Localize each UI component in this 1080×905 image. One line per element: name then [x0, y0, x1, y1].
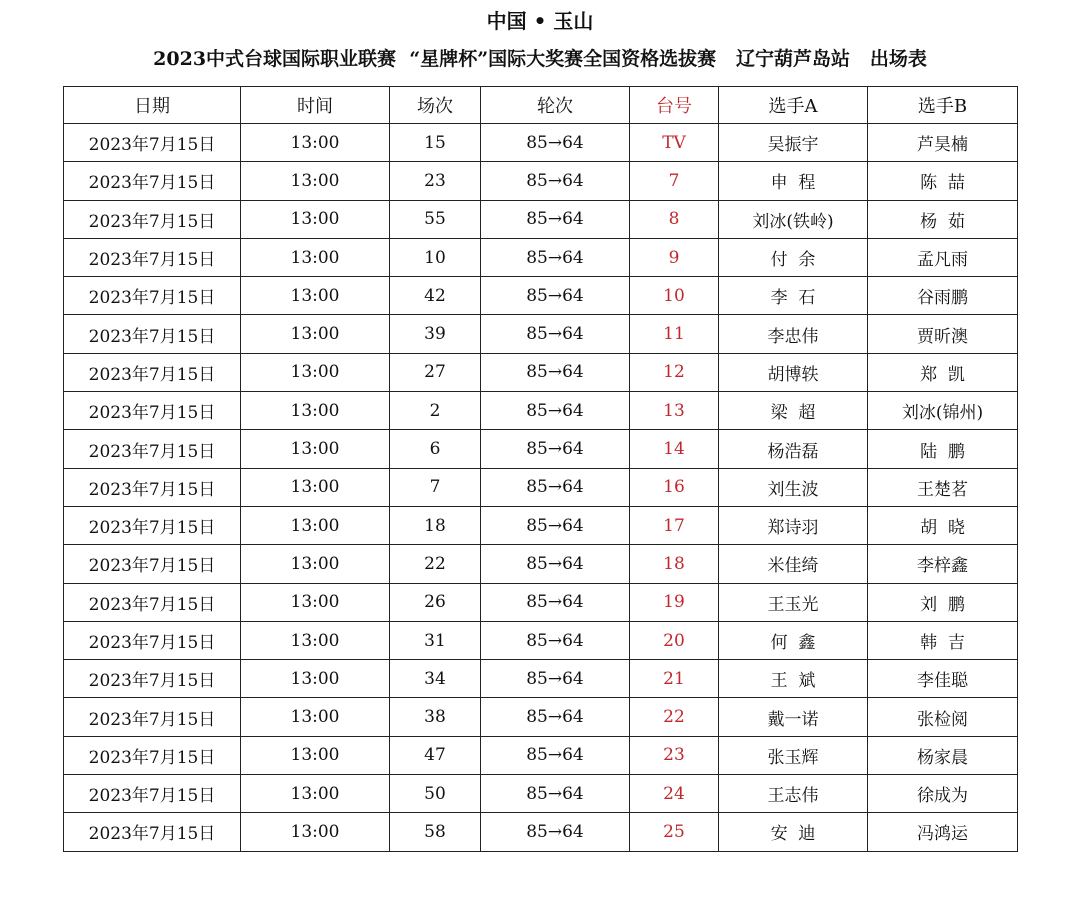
cell-match-number: 15 [390, 124, 481, 162]
cell-player-a: 刘冰(铁岭) [719, 200, 868, 238]
cell-date: 2023年7月15日 [64, 392, 241, 430]
cell-time: 13:00 [241, 124, 390, 162]
column-header-date: 日期 [64, 87, 241, 124]
cell-player-a: 张玉辉 [719, 736, 868, 774]
cell-table-number: 18 [630, 545, 719, 583]
cell-table-number: 16 [630, 468, 719, 506]
cell-player-a: 申 程 [719, 162, 868, 200]
table-row [64, 124, 1018, 162]
column-header-player-b: 选手B [868, 87, 1018, 124]
cell-table-number: TV [630, 124, 719, 162]
cell-time: 13:00 [241, 506, 390, 544]
cell-date: 2023年7月15日 [64, 775, 241, 813]
cell-round: 85→64 [481, 468, 630, 506]
cell-time: 13:00 [241, 277, 390, 315]
cell-table-number: 8 [630, 200, 719, 238]
cell-table-number: 7 [630, 162, 719, 200]
cell-round: 85→64 [481, 162, 630, 200]
cell-round: 85→64 [481, 506, 630, 544]
cell-match-number: 10 [390, 238, 481, 276]
cell-date: 2023年7月15日 [64, 162, 241, 200]
column-header-round: 轮次 [481, 87, 630, 124]
cell-time: 13:00 [241, 315, 390, 353]
cell-table-number: 9 [630, 238, 719, 276]
cell-player-a: 梁 超 [719, 392, 868, 430]
cell-match-number: 50 [390, 775, 481, 813]
cell-round: 85→64 [481, 315, 630, 353]
cell-player-b: 张检阅 [868, 698, 1018, 736]
cell-table-number: 19 [630, 583, 719, 621]
cell-player-b: 李佳聪 [868, 660, 1018, 698]
table-row [64, 430, 1018, 468]
cell-time: 13:00 [241, 813, 390, 851]
cell-match-number: 7 [390, 468, 481, 506]
cell-player-b: 冯鸿运 [868, 813, 1018, 851]
cell-match-number: 55 [390, 200, 481, 238]
cell-table-number: 10 [630, 277, 719, 315]
cell-time: 13:00 [241, 392, 390, 430]
cell-table-number: 25 [630, 813, 719, 851]
cell-date: 2023年7月15日 [64, 238, 241, 276]
table-row [64, 813, 1018, 851]
cell-match-number: 22 [390, 545, 481, 583]
cell-match-number: 26 [390, 583, 481, 621]
table-row [64, 315, 1018, 353]
cell-date: 2023年7月15日 [64, 200, 241, 238]
cell-time: 13:00 [241, 621, 390, 659]
cell-table-number: 17 [630, 506, 719, 544]
cell-player-b: 胡 晓 [868, 506, 1018, 544]
cell-match-number: 2 [390, 392, 481, 430]
cell-player-a: 戴一诺 [719, 698, 868, 736]
cell-time: 13:00 [241, 353, 390, 391]
cell-match-number: 34 [390, 660, 481, 698]
cell-player-b: 王楚茗 [868, 468, 1018, 506]
cell-date: 2023年7月15日 [64, 698, 241, 736]
cell-player-a: 付 余 [719, 238, 868, 276]
cell-player-b: 杨 茹 [868, 200, 1018, 238]
cell-round: 85→64 [481, 124, 630, 162]
cell-date: 2023年7月15日 [64, 315, 241, 353]
table-row [64, 660, 1018, 698]
cell-player-b: 贾昕澳 [868, 315, 1018, 353]
cell-date: 2023年7月15日 [64, 813, 241, 851]
cell-time: 13:00 [241, 775, 390, 813]
cell-player-b: 李梓鑫 [868, 545, 1018, 583]
table-row [64, 583, 1018, 621]
cell-time: 13:00 [241, 660, 390, 698]
cell-player-a: 王 斌 [719, 660, 868, 698]
column-header-time: 时间 [241, 87, 390, 124]
cell-player-a: 安 迪 [719, 813, 868, 851]
cell-round: 85→64 [481, 392, 630, 430]
table-row [64, 392, 1018, 430]
cell-table-number: 14 [630, 430, 719, 468]
cell-round: 85→64 [481, 621, 630, 659]
cell-match-number: 39 [390, 315, 481, 353]
cell-player-a: 王志伟 [719, 775, 868, 813]
cell-date: 2023年7月15日 [64, 621, 241, 659]
cell-match-number: 38 [390, 698, 481, 736]
cell-date: 2023年7月15日 [64, 124, 241, 162]
cell-round: 85→64 [481, 736, 630, 774]
cell-match-number: 42 [390, 277, 481, 315]
cell-round: 85→64 [481, 277, 630, 315]
cell-date: 2023年7月15日 [64, 506, 241, 544]
cell-player-b: 杨家晨 [868, 736, 1018, 774]
cell-date: 2023年7月15日 [64, 468, 241, 506]
cell-time: 13:00 [241, 200, 390, 238]
cell-player-b: 韩 吉 [868, 621, 1018, 659]
cell-round: 85→64 [481, 813, 630, 851]
cell-player-a: 李忠伟 [719, 315, 868, 353]
cell-date: 2023年7月15日 [64, 583, 241, 621]
cell-match-number: 6 [390, 430, 481, 468]
cell-table-number: 11 [630, 315, 719, 353]
cell-date: 2023年7月15日 [64, 545, 241, 583]
cell-player-b: 徐成为 [868, 775, 1018, 813]
cell-table-number: 12 [630, 353, 719, 391]
cell-round: 85→64 [481, 660, 630, 698]
cell-time: 13:00 [241, 238, 390, 276]
table-row [64, 506, 1018, 544]
cell-date: 2023年7月15日 [64, 736, 241, 774]
cell-player-b: 芦昊楠 [868, 124, 1018, 162]
cell-match-number: 47 [390, 736, 481, 774]
table-row [64, 353, 1018, 391]
cell-match-number: 27 [390, 353, 481, 391]
cell-table-number: 22 [630, 698, 719, 736]
cell-time: 13:00 [241, 583, 390, 621]
cell-player-a: 郑诗羽 [719, 506, 868, 544]
document-title: 中国 • 玉山 [486, 9, 594, 33]
cell-round: 85→64 [481, 698, 630, 736]
cell-round: 85→64 [481, 238, 630, 276]
table-row [64, 736, 1018, 774]
cell-time: 13:00 [241, 736, 390, 774]
cell-player-b: 刘 鹏 [868, 583, 1018, 621]
schedule-table [63, 86, 1018, 852]
cell-time: 13:00 [241, 430, 390, 468]
cell-round: 85→64 [481, 430, 630, 468]
cell-player-a: 何 鑫 [719, 621, 868, 659]
cell-date: 2023年7月15日 [64, 430, 241, 468]
cell-match-number: 58 [390, 813, 481, 851]
cell-player-b: 陆 鹏 [868, 430, 1018, 468]
table-row [64, 698, 1018, 736]
cell-player-a: 米佳绮 [719, 545, 868, 583]
cell-round: 85→64 [481, 775, 630, 813]
table-header-row [64, 87, 1018, 124]
cell-match-number: 23 [390, 162, 481, 200]
cell-player-a: 李 石 [719, 277, 868, 315]
column-header-player-a: 选手A [719, 87, 868, 124]
cell-round: 85→64 [481, 545, 630, 583]
cell-table-number: 21 [630, 660, 719, 698]
cell-player-a: 刘生波 [719, 468, 868, 506]
cell-table-number: 23 [630, 736, 719, 774]
column-header-match-number: 场次 [390, 87, 481, 124]
cell-player-b: 刘冰(锦州) [868, 392, 1018, 430]
cell-date: 2023年7月15日 [64, 277, 241, 315]
document-subtitle: 2023中式台球国际职业联赛 “星牌杯”国际大奖赛全国资格选拔赛 辽宁葫芦岛站 出场表 [153, 48, 927, 70]
cell-player-b: 陈 喆 [868, 162, 1018, 200]
cell-table-number: 13 [630, 392, 719, 430]
cell-date: 2023年7月15日 [64, 353, 241, 391]
table-row [64, 468, 1018, 506]
cell-time: 13:00 [241, 468, 390, 506]
table-row [64, 200, 1018, 238]
cell-time: 13:00 [241, 698, 390, 736]
cell-table-number: 24 [630, 775, 719, 813]
cell-player-b: 谷雨鹏 [868, 277, 1018, 315]
cell-round: 85→64 [481, 583, 630, 621]
cell-time: 13:00 [241, 545, 390, 583]
cell-player-a: 吴振宇 [719, 124, 868, 162]
cell-round: 85→64 [481, 353, 630, 391]
cell-time: 13:00 [241, 162, 390, 200]
cell-player-b: 孟凡雨 [868, 238, 1018, 276]
table-row [64, 277, 1018, 315]
table-row [64, 621, 1018, 659]
column-header-table-number: 台号 [630, 87, 719, 124]
cell-player-a: 胡博轶 [719, 353, 868, 391]
cell-player-a: 杨浩磊 [719, 430, 868, 468]
table-row [64, 162, 1018, 200]
cell-player-b: 郑 凯 [868, 353, 1018, 391]
cell-round: 85→64 [481, 200, 630, 238]
cell-player-a: 王玉光 [719, 583, 868, 621]
table-row [64, 238, 1018, 276]
cell-match-number: 18 [390, 506, 481, 544]
cell-match-number: 31 [390, 621, 481, 659]
table-row [64, 545, 1018, 583]
cell-date: 2023年7月15日 [64, 660, 241, 698]
cell-table-number: 20 [630, 621, 719, 659]
table-row [64, 775, 1018, 813]
